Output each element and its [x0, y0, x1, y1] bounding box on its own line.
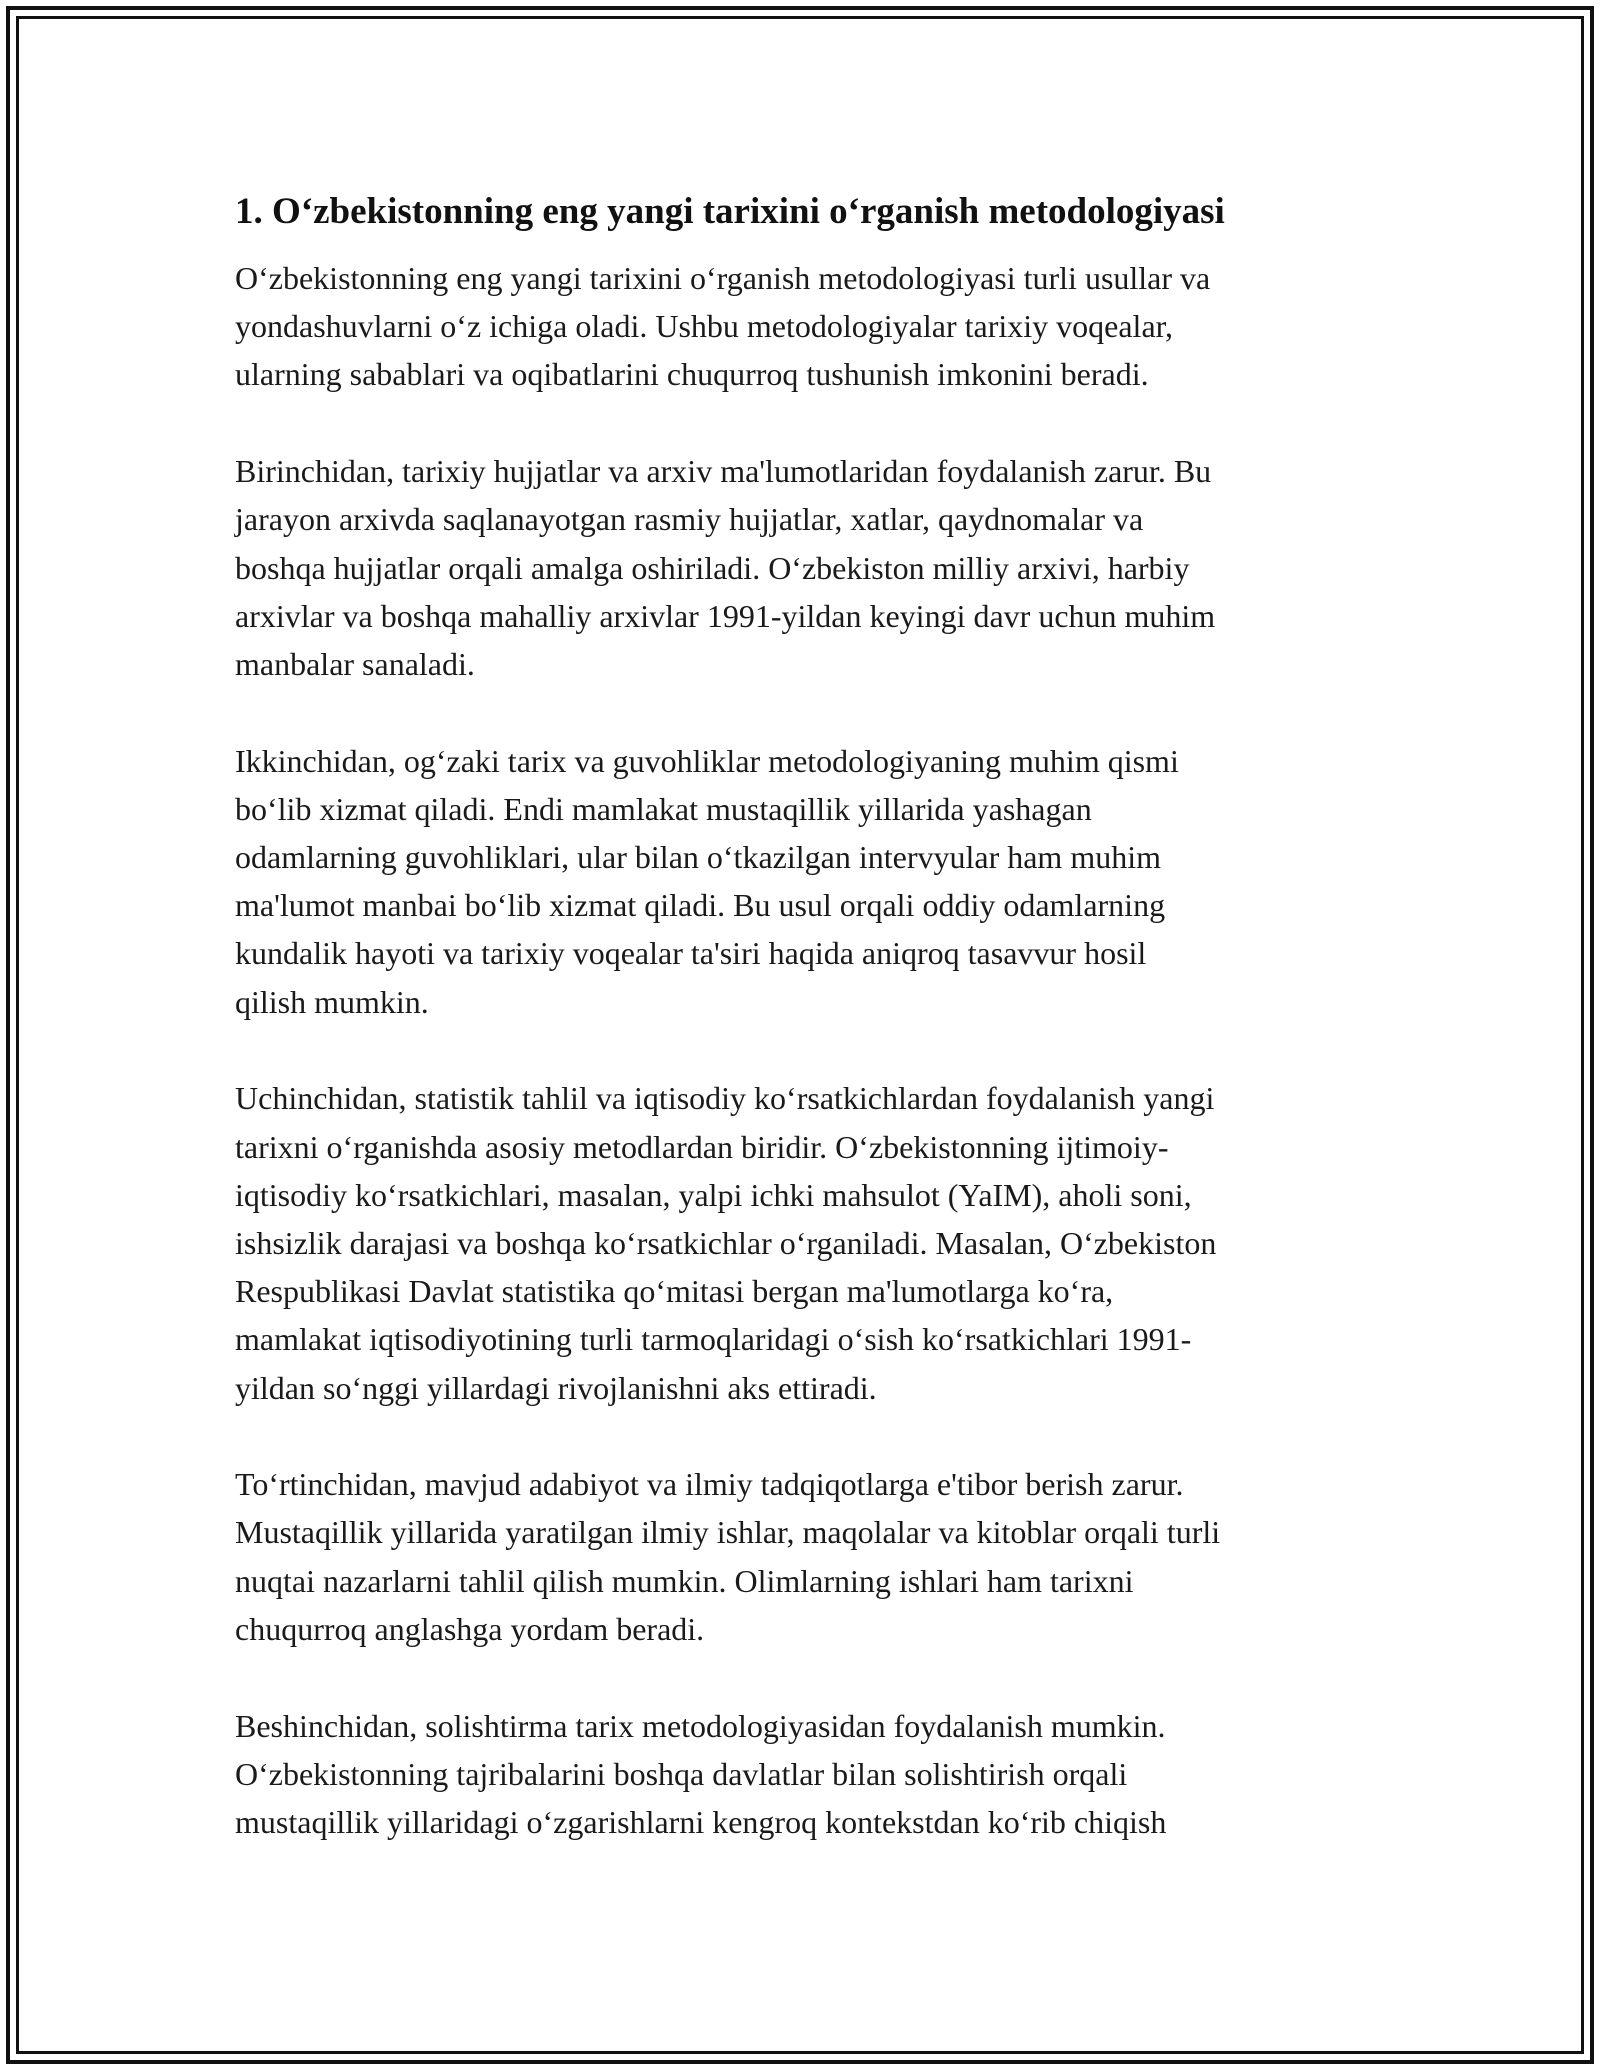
paragraph-fourth-point [235, 1460, 1385, 1653]
paragraph-line: ularning sabablari va oqibatlarini chuqurroq tushunish imkonini beradi. [235, 356, 1149, 393]
document-body [235, 188, 1385, 1895]
paragraph-second-point [235, 737, 1385, 1026]
paragraph-line: ma'lumot manbai bo‘lib xizmat qiladi. Bu usul orqali oddiy odamlarning [235, 887, 1166, 924]
paragraph-fifth-point [235, 1702, 1385, 1847]
paragraph-line: mamlakat iqtisodiyotining turli tarmoqlaridagi o‘sish ko‘rsatkichlari 1991- [235, 1321, 1192, 1358]
paragraph-first-point [235, 447, 1385, 688]
paragraph-line: Mustaqillik yillarida yaratilgan ilmiy ishlar, maqolalar va kitoblar orqali turli [235, 1514, 1221, 1551]
paragraph-line: Uchinchidan, statistik tahlil va iqtisodiy ko‘rsatkichlardan foydalanish yangi [235, 1080, 1215, 1117]
paragraph-line: Respublikasi Davlat statistika qo‘mitasi bergan ma'lumotlarga ko‘ra, [235, 1273, 1114, 1310]
paragraph-line: Ikkinchidan, og‘zaki tarix va guvohliklar metodologiyaning muhim qismi [235, 742, 1179, 779]
paragraph-line: manbalar sanaladi. [235, 645, 475, 682]
paragraph-third-point [235, 1074, 1385, 1411]
paragraph-line: odamlarning guvohliklari, ular bilan o‘tkazilgan intervyular ham muhim [235, 839, 1161, 876]
paragraph-line: Beshinchidan, solishtirma tarix metodologiyasidan foydalanish mumkin. [235, 1707, 1166, 1744]
paragraph-line: Birinchidan, tarixiy hujjatlar va arxiv ma'lumotlaridan foydalanish zarur. Bu [235, 453, 1212, 490]
paragraph-line: bo‘lib xizmat qiladi. Endi mamlakat mustaqillik yillarida yashagan [235, 790, 1092, 827]
paragraph-intro [235, 254, 1385, 399]
paragraph-line: tarixni o‘rganishda asosiy metodlardan biridir. O‘zbekistonning ijtimoiy- [235, 1128, 1169, 1165]
paragraph-line: jarayon arxivda saqlanayotgan rasmiy hujjatlar, xatlar, qaydnomalar va [235, 501, 1144, 538]
paragraph-line: O‘zbekistonning tajribalarini boshqa davlatlar bilan solishtirish orqali [235, 1755, 1128, 1792]
paragraph-line: qilish mumkin. [235, 983, 429, 1020]
paragraph-line: yondashuvlarni o‘z ichiga oladi. Ushbu metodologiyalar tarixiy voqealar, [235, 308, 1174, 345]
paragraph-line: iqtisodiy ko‘rsatkichlari, masalan, yalpi ichki mahsulot (YaIM), aholi soni, [235, 1176, 1192, 1213]
paragraph-line: O‘zbekistonning eng yangi tarixini o‘rganish metodologiyasi turli usullar va [235, 260, 1211, 296]
paragraph-line: kundalik hayoti va tarixiy voqealar ta'siri haqida aniqroq tasavvur hosil [235, 935, 1147, 972]
paragraph-line: To‘rtinchidan, mavjud adabiyot va ilmiy tadqiqotlarga e'tibor berish zarur. [235, 1466, 1184, 1503]
paragraph-line: chuqurroq anglashga yordam beradi. [235, 1610, 705, 1647]
paragraph-line: yildan so‘nggi yillardagi rivojlanishni aks ettiradi. [235, 1369, 877, 1406]
paragraph-line: boshqa hujjatlar orqali amalga oshiriladi. O‘zbekiston milliy arxivi, harbiy [235, 549, 1190, 586]
paragraph-line: ishsizlik darajasi va boshqa ko‘rsatkichlar o‘rganiladi. Masalan, O‘zbekiston [235, 1224, 1217, 1261]
paragraph-line: nuqtai nazarlarni tahlil qilish mumkin. Olimlarning ishlari ham tarixni [235, 1562, 1134, 1599]
section-heading: 1. O‘zbekistonning eng yangi tarixini o‘rganish metodologiyasi [235, 191, 1225, 232]
paragraph-line: arxivlar va boshqa mahalliy arxivlar 1991-yildan keyingi davr uchun muhim [235, 597, 1216, 634]
paragraph-line: mustaqillik yillaridagi o‘zgarishlarni kengroq kontekstdan ko‘rib chiqish [235, 1803, 1167, 1840]
